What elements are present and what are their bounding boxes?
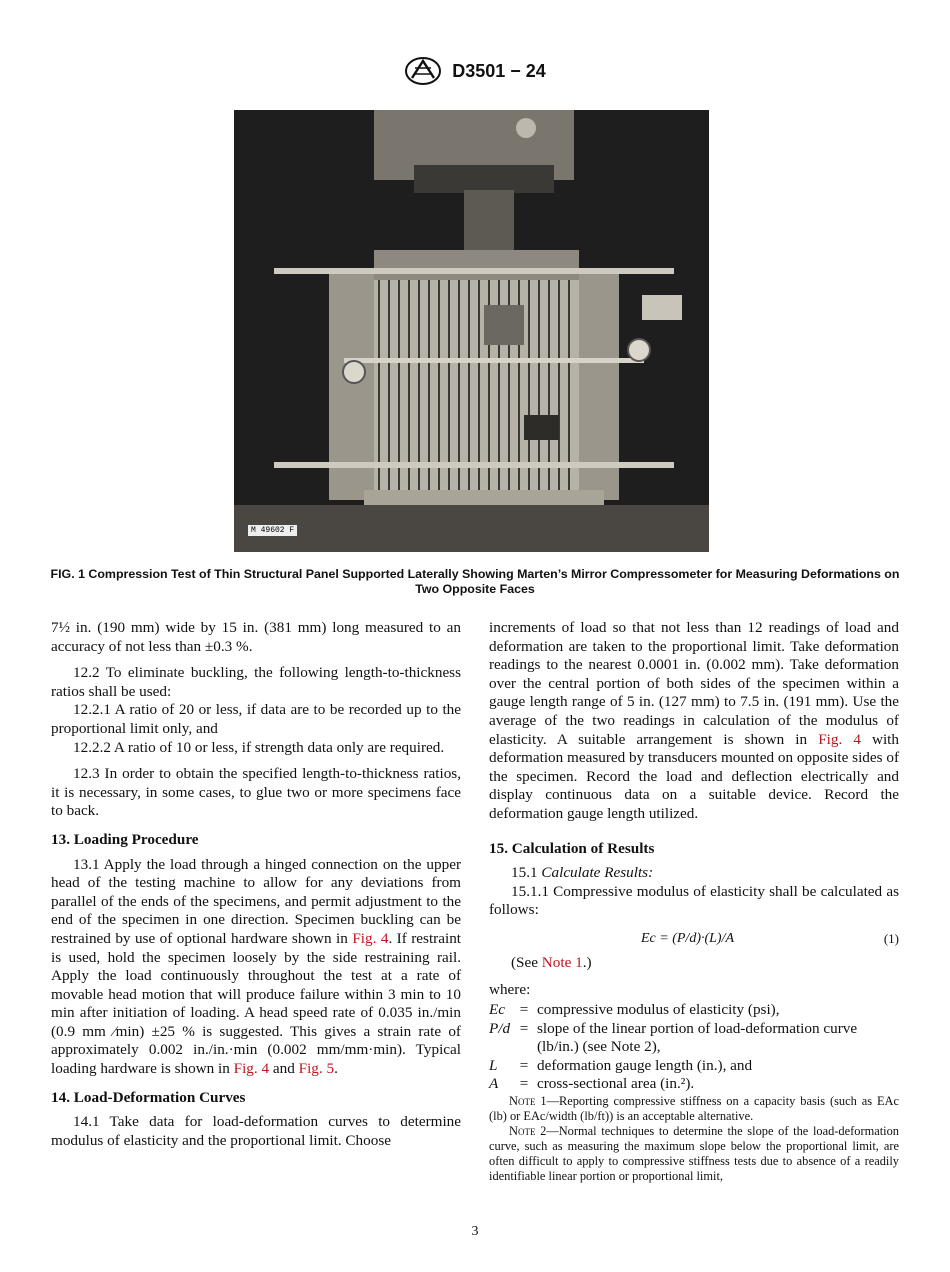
definition-row: P/d = slope of the linear portion of load-deformation curve (lb/in.) (see Note 2), bbox=[489, 1019, 858, 1056]
page-number: 3 bbox=[471, 1224, 479, 1239]
paragraph: 15.1.1 Compressive modulus of elasticity shall be calculated as follows: bbox=[489, 882, 899, 919]
right-column bbox=[489, 619, 899, 1184]
paragraph: 14.1 Take data for load-deformation curves to determine modulus of elasticity and the proportional limit. Choose bbox=[51, 1113, 461, 1149]
note-1-link[interactable]: Note 1 bbox=[541, 953, 583, 971]
section-heading: 14. Load-Deformation Curves bbox=[51, 1088, 246, 1106]
definitions-list bbox=[489, 1001, 899, 1094]
paragraph: 12.2 To eliminate buckling, the following length-to-thickness ratios shall be used: bbox=[51, 664, 461, 700]
figure-caption: FIG. 1 Compression Test of Thin Structural Panel Supported Laterally Showing Marten’s Mirror Compressometer for Measuring Deformations on Two Opposite Faces bbox=[50, 567, 900, 596]
test-apparatus-photo bbox=[234, 110, 709, 552]
astm-logo-icon bbox=[404, 56, 442, 86]
subsection-heading: 15.1 Calculate Results: bbox=[511, 864, 654, 882]
paragraph: 12.2.2 A ratio of 10 or less, if strength data only are required. bbox=[73, 738, 445, 756]
equation-number: (1) bbox=[883, 930, 899, 946]
paragraph: 7½ in. (190 mm) wide by 15 in. (381 mm) long measured to an accuracy of not less than ±0.3 %. bbox=[51, 619, 461, 655]
section-heading: 15. Calculation of Results bbox=[489, 839, 655, 857]
where-label: where: bbox=[489, 980, 531, 998]
paragraph: 13.1 Apply the load through a hinged connection on the upper head of the testing machine to allow for any deviations from parallel of the ends of the specimens, and permit adjustment to the end of the specimen in one direction. Specimen buckling can be restrained by use of optional hardware shown in Fig. 4. If restraint is used, hold the specimen loosely by the side restraining rail. Apply the load continuously throughout the test at a rate of movable head motion that will produce failure within 3 min to 10 min after initiation of loading. A head speed rate of 0.035 in./min (0.9 mm ⁄min) ±25 % is suggested. This gives a strain rate of approximately 0.002 in./in.·min (0.002 mm/mm·min). Typical loading hardware is shown in Fig. 4 and Fig. 5. bbox=[51, 855, 462, 1078]
section-heading: 13. Loading Procedure bbox=[51, 830, 199, 848]
photo-plate-label: M 49602 F bbox=[248, 525, 297, 536]
fig-4-link[interactable]: Fig. 4 bbox=[352, 929, 389, 947]
definition-row: Ec = compressive modulus of elasticity (psi), bbox=[489, 1001, 780, 1019]
fig-4-link[interactable]: Fig. 4 bbox=[818, 730, 861, 748]
note-1: Note 1—Reporting compressive stiffness on a capacity basis (such as EAc (lb) or EAc/width (lb/ft)) is an acceptable alternative. bbox=[489, 1094, 899, 1124]
see-note: (See Note 1.) bbox=[511, 953, 592, 971]
formula: Ec = (P/d)·(L)/A bbox=[641, 930, 735, 946]
equation bbox=[489, 924, 899, 954]
document-number: D3501 − 24 bbox=[452, 60, 546, 81]
left-column bbox=[51, 619, 461, 1150]
fig-4-link[interactable]: Fig. 4 bbox=[233, 1060, 270, 1078]
definition-row: A = cross-sectional area (in.²). bbox=[489, 1075, 695, 1093]
paragraph: 12.3 In order to obtain the specified length-to-thickness ratios, it is necessary, in some cases, to glue two or more specimens face to back. bbox=[51, 765, 461, 820]
paragraph: increments of load so that not less than 12 readings of load and deformation are taken to the proportional limit. Take deformation readings to the nearest 0.0001 in. (0.002 mm). Take deformation over the central portion of both sides of the specimen within a gauge length range of 5 in. (127 mm) to 7.5 in. (191 mm). Use the average of the two readings in calculation of the modulus of elasticity. A suitable arrangement is shown in Fig. 4 with deformation measured by transducers mounted on opposite sides of the specimen. Record the load and deflection electrically and display continuous data on a suitable device. Record the deformation gauge length utilized. bbox=[489, 619, 899, 822]
definition-row: L = deformation gauge length (in.), and bbox=[489, 1056, 753, 1074]
fig-5-link[interactable]: Fig. 5 bbox=[298, 1060, 335, 1078]
paragraph: 12.2.1 A ratio of 20 or less, if data are to be recorded up to the proportional limit only, and bbox=[51, 701, 461, 737]
note-2: Note 2—Normal techniques to determine the slope of the load-deformation curve, such as measuring the maximum slope below the proportional limit, are often difficult to apply to compressive stiffness tests due to absence of a readily identifiable linear portion or proportional limit, bbox=[489, 1124, 899, 1184]
page-header bbox=[0, 56, 950, 86]
